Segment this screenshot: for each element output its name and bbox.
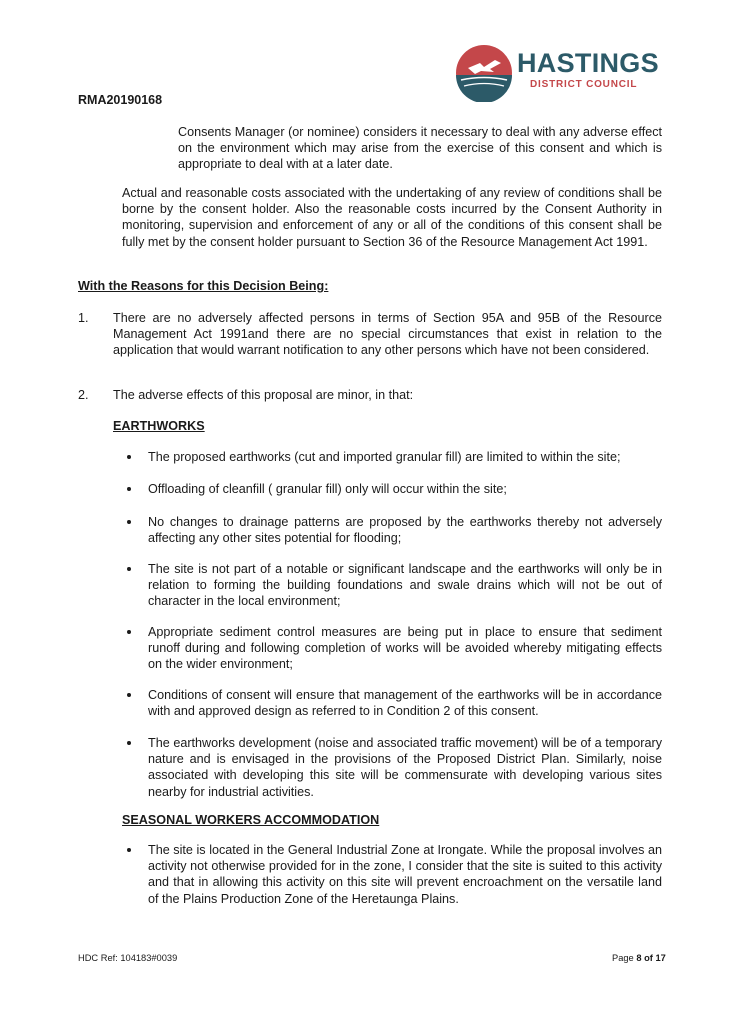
bullet-icon [127,741,131,745]
earthworks-bullet: Offloading of cleanfill ( granular fill) only will occur within the site; [148,482,507,496]
footer-hdc-ref: HDC Ref: 104183#0039 [78,953,178,963]
page-label: Page [612,953,634,963]
reasons-heading: With the Reasons for this Decision Being: [78,279,329,293]
logo-subtitle: DISTRICT COUNCIL [530,79,638,90]
reason-number: 2. [78,388,89,402]
council-logo [455,42,670,102]
footer-page-number [612,953,666,963]
page-current: 8 [636,953,642,963]
reason-number: 1. [78,311,89,325]
page-total: 17 [655,953,666,963]
bullet-icon [127,567,131,571]
bullet-icon [127,848,131,852]
council-emblem-icon [455,44,513,102]
earthworks-bullet: The site is not part of a notable or significant landscape and the earthworks will only be in relation to forming the building foundations and swale drains which will not be out of character in the local environment; [148,562,662,609]
page-of: of [644,953,653,963]
earthworks-bullet: Appropriate sediment control measures are being put in place to ensure that sediment runoff during and following completion of works will be avoided whereby mitigating effects on the wider environment; [148,625,662,672]
earthworks-bullet: The proposed earthworks (cut and imported granular fill) are limited to within the site; [148,450,621,464]
earthworks-bullet: Conditions of consent will ensure that management of the earthworks will be in accordance with and approved design as referred to in Condition 2 of this consent. [148,688,662,719]
earthworks-heading: EARTHWORKS [113,419,205,433]
logo-name: HASTINGS [517,48,659,78]
intro-continuation: Consents Manager (or nominee) considers it necessary to deal with any adverse effect on the environment which may arise from the exercise of this consent and which is appropriate to deal with at a later date. [178,125,662,172]
seasonal-heading: SEASONAL WORKERS ACCOMMODATION [122,813,380,827]
reason-text: The adverse effects of this proposal are minor, in that: [113,388,414,402]
reason-text: There are no adversely affected persons in terms of Section 95A and 95B of the Resource Management Act 1991and there are no special circumstances that exist in relation to the application that would warrant notification to any other persons which have not been considered. [113,311,662,358]
bullet-icon [127,455,131,459]
document-reference: RMA20190168 [78,93,163,107]
bullet-icon [127,630,131,634]
bullet-icon [127,693,131,697]
seasonal-bullet: The site is located in the General Industrial Zone at Irongate. While the proposal involves an activity not otherwise provided for in the zone, I consider that the site is suited to this activity and that in allowing this activity on this site will prevent encroachment on the versatile land of the Plains Production Zone of the Heretaunga Plains. [148,843,662,906]
bullet-icon [127,487,131,491]
costs-paragraph: Actual and reasonable costs associated with the undertaking of any review of conditions shall be borne by the consent holder. Also the reasonable costs incurred by the Consent Authority in monitoring, supervision and enforcement of any or all of the conditions of this consent shall be fully met by the consent holder pursuant to Section 36 of the Resource Management Act 1991. [122,186,662,249]
earthworks-bullet: No changes to drainage patterns are proposed by the earthworks thereby not adversely affecting any other sites potential for flooding; [148,515,662,546]
earthworks-bullet: The earthworks development (noise and associated traffic movement) will be of a temporary nature and is envisaged in the provisions of the Proposed District Plan. Similarly, noise associated with developing this site will be commensurate with developing various sites nearby for industrial activities. [148,736,662,799]
bullet-icon [127,520,131,524]
